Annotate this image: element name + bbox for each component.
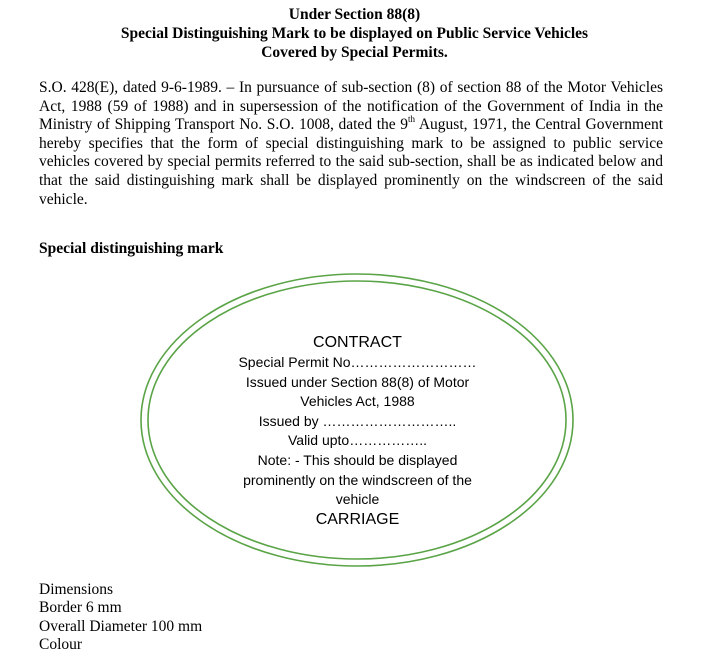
dimensions-diameter: Overall Diameter 100 mm [39, 617, 203, 635]
mark-content [220, 333, 495, 530]
document-title-line-2: Covered by Special Permits. [261, 44, 448, 61]
mark-issued-under-line-2: Vehicles Act, 1988 [300, 393, 415, 410]
notification-text-part-1: S.O. 428(E), dated 9-6-1989. – In pursuance of sub-section (8) of section 88 of the Motor Vehicles Act, 1988 (59 of 1988) and in supersession of the notification of the Government of India in the Ministry of Shipping Transport No. S.O. 1008, dated the 9 [39, 79, 663, 134]
notification-text-part-2: August, 1971, the Central Government hereby specifies that the form of special distinguishing mark to be assigned to public service vehicles covered by special permits referred to the said sub-section, shall be as indicated below and that the said distinguishing mark shall be displayed prominently on the windscreen of the said vehicle. [39, 116, 664, 208]
dimensions-border: Border 6 mm [39, 599, 122, 617]
ordinal-superscript: th [408, 114, 416, 125]
mark-note-line-1: Note: - This should be displayed [257, 451, 458, 468]
dimensions-heading: Dimensions [39, 581, 114, 598]
mark-bottom-word: CARRIAGE [315, 510, 400, 528]
mark-valid-upto: Valid upto…………….. [287, 432, 427, 449]
document-title-line-1: Special Distinguishing Mark to be displayed on Public Service Vehicles [120, 25, 589, 42]
dimensions-colour: Colour [39, 636, 83, 654]
mark-permit-number: Special Permit No……………………… [238, 354, 477, 370]
mark-issued-by: Issued by ……………………….. [258, 412, 457, 429]
mark-issued-under-line-1: Issued under Section 88(8) of Motor [245, 373, 470, 390]
mark-top-word: CONTRACT [313, 334, 402, 351]
mark-note-line-3: vehicle [335, 491, 380, 508]
section-heading: Under Section 88(8) [288, 6, 421, 23]
notification-paragraph [39, 79, 663, 209]
mark-heading: Special distinguishing mark [39, 240, 224, 257]
dimensions-block [39, 581, 202, 655]
mark-note-line-2: prominently on the windscreen of the [243, 471, 472, 488]
